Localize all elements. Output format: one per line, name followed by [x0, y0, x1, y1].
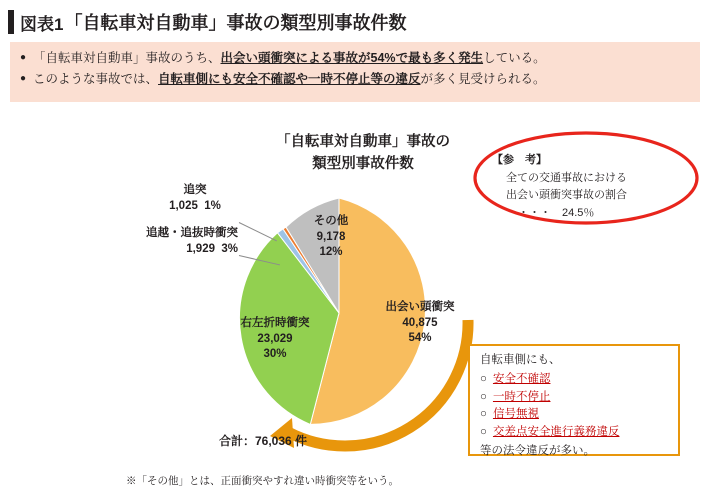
summary-bullet	[20, 70, 690, 88]
text-segment: このような事故では、	[33, 72, 159, 87]
circle-bullet-icon: ○	[480, 390, 487, 403]
circle-bullet-icon: ○	[480, 426, 487, 439]
pie-label-value: 9,178	[316, 230, 346, 243]
violation-item-label: 信号無視	[492, 408, 539, 421]
pie-label-deaigashira	[366, 300, 474, 347]
circle-bullet-icon: ○	[480, 372, 487, 385]
pie-label-value: 40,875	[402, 316, 438, 329]
pie-label-sonota	[296, 214, 366, 261]
bullet-dot-icon: ●	[20, 52, 27, 63]
violation-item-label: 交差点安全進行義務違反	[492, 426, 620, 439]
text-segment: している。	[483, 51, 546, 65]
summary-callout	[10, 42, 700, 102]
pie-label-percent: 30%	[263, 348, 287, 361]
chart-title-line-2: 類型別事故件数	[312, 155, 414, 172]
chart-total-label: 合計：76,036 件	[218, 434, 308, 448]
violation-item-label: 一時不停止	[492, 390, 551, 403]
text-segment-emphasis: 自転車側にも安全不確認や一時不停止等の違反	[158, 72, 421, 87]
pie-label-value: 1,929	[186, 242, 215, 255]
pie-label-value: 1,025	[169, 199, 198, 212]
pie-label-name: 追越・追抜時衝突	[146, 227, 238, 239]
violation-list-item	[480, 389, 670, 407]
summary-bullet	[20, 49, 690, 67]
page-title	[8, 8, 702, 36]
text-segment-emphasis: で最も多く発生	[395, 51, 484, 65]
pie-label-name: 追突	[183, 184, 207, 196]
reference-note	[492, 152, 688, 222]
text-segment: 「自転車対自動車」事故のうち、	[33, 51, 221, 65]
pie-label-name: 右左折時衝突	[240, 317, 310, 329]
pie-label-percent: 12%	[319, 246, 343, 259]
reference-line-3: ・・・ 24.5％	[518, 206, 595, 219]
pie-label-percent: 3%	[221, 242, 238, 255]
summary-bullet-text	[33, 49, 690, 67]
pie-label-name: その他	[313, 215, 349, 227]
summary-bullet-text	[33, 70, 690, 88]
reference-line-2: 出会い頭衝突事故の割合	[506, 189, 627, 202]
pie-label-values	[90, 242, 238, 258]
violation-foot: 等の法令違反が多い。	[480, 445, 595, 458]
violation-list-item	[480, 406, 670, 424]
reference-line-1: 全ての交通事故における	[506, 171, 627, 184]
chart-title-line-1: 「自転車対自動車」事故の	[276, 134, 450, 150]
violation-callout	[468, 344, 680, 456]
violation-item-label: 安全不確認	[492, 372, 551, 385]
footnote: ※「その他」とは、正面衝突やすれ違い時衝突等をいう。	[126, 475, 399, 487]
violation-head: 自転車側にも、	[480, 354, 561, 366]
text-segment: が多く見受けられる。	[420, 72, 546, 87]
pie-label-values	[152, 199, 238, 215]
title-accent-bar	[8, 10, 14, 34]
title-badge: 図表1	[20, 14, 64, 34]
text-segment-emphasis: 出会い頭衝突による事故が	[220, 51, 371, 65]
reference-header: 【参 考】	[492, 154, 547, 166]
chart-title	[218, 132, 508, 176]
text-segment-emphasis: 54%	[370, 51, 396, 65]
circle-bullet-icon: ○	[480, 408, 487, 421]
pie-label-tsuitotsu	[152, 183, 238, 214]
violation-list-item	[480, 424, 670, 442]
pie-label-percent: 54%	[408, 332, 432, 345]
violation-list-item	[480, 371, 670, 389]
pie-label-usetsu-sasetsu	[222, 316, 328, 363]
pie-label-percent: 1%	[204, 199, 221, 212]
bullet-dot-icon: ●	[20, 73, 27, 85]
pie-label-name: 出会い頭衝突	[385, 301, 455, 313]
pie-label-value: 23,029	[257, 332, 293, 345]
pie-label-oikoshi	[90, 226, 238, 257]
title-label: 「自転車対自動車」事故の類型別事故件数	[64, 13, 407, 33]
